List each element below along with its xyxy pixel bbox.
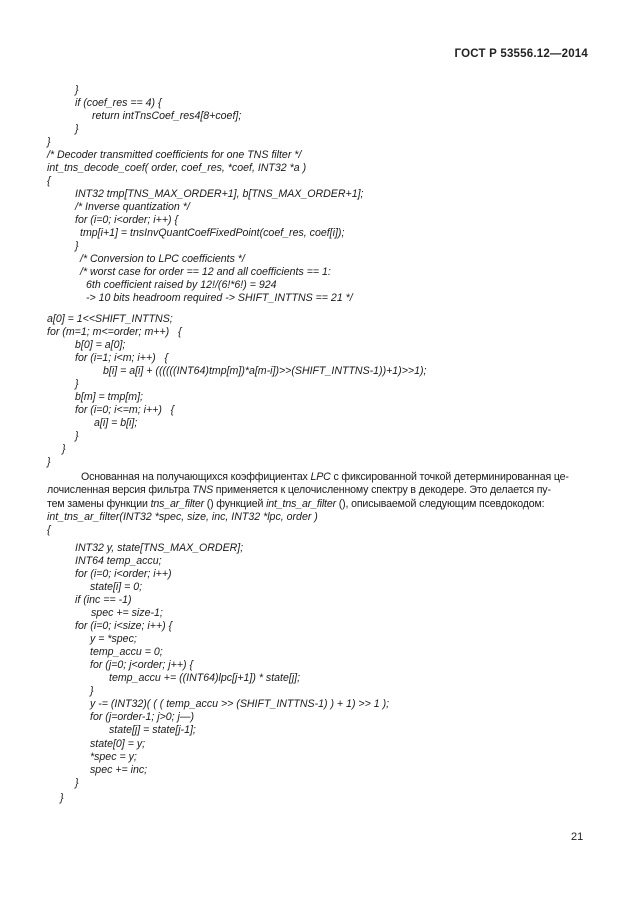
code-line: }: [60, 792, 64, 804]
code-line: spec += inc;: [90, 764, 148, 776]
paragraph-line: [47, 484, 587, 497]
code-line: *spec = y;: [90, 751, 137, 763]
term-lpc: LPC: [310, 471, 331, 483]
code-line: }: [75, 240, 79, 252]
code-line: INT32 tmp[TNS_MAX_ORDER+1], b[TNS_MAX_ORDER+1];: [75, 188, 364, 200]
code-line: state[j] = state[j-1];: [109, 724, 196, 736]
code-line: b[m] = tmp[m];: [75, 391, 143, 403]
code-line: temp_accu = 0;: [90, 646, 163, 658]
code-line: state[0] = y;: [90, 738, 146, 750]
text: тем замены функции: [47, 497, 151, 510]
code-line: }: [75, 123, 79, 135]
code-line: {: [47, 175, 51, 187]
code-line: }: [75, 777, 79, 789]
code-line: b[0] = a[0];: [75, 339, 126, 351]
code-line: temp_accu += ((INT64)lpc[j+1]) * state[j];: [109, 672, 301, 684]
code-line: /* Conversion to LPC coefficients */: [80, 253, 245, 265]
text: (), описываемой следующим псевдокодом:: [335, 497, 545, 510]
code-line: a[0] = 1<<SHIFT_INTTNS;: [47, 313, 173, 325]
text: лочисленная версия фильтра: [47, 484, 193, 497]
code-line: int_tns_ar_filter(INT32 *spec, size, inc, INT32 *lpc, order ): [47, 511, 318, 523]
code-line: a[i] = b[i];: [94, 417, 138, 429]
code-line: INT64 temp_accu;: [75, 555, 162, 567]
code-line: tmp[i+1] = tnsInvQuantCoefFixedPoint(coef_res, coef[i]);: [80, 227, 345, 239]
code-line: }: [75, 430, 79, 442]
document-header-standard-id: ГОСТ Р 53556.12—2014: [454, 48, 588, 60]
code-line: for (i=0; i<order; i++): [75, 568, 172, 580]
code-line: y -= (INT32)( ( ( temp_accu >> (SHIFT_INTTNS-1) ) + 1) >> 1 );: [90, 698, 390, 710]
code-line: b[i] = a[i] + ((((((INT64)tmp[m])*a[m-i])>>(SHIFT_INTTNS-1))+1)>>1);: [103, 365, 427, 377]
code-line: }: [75, 378, 79, 390]
code-line: }: [47, 456, 51, 468]
code-line: for (j=0; j<order; j++) {: [90, 659, 194, 671]
text: () функцией: [203, 497, 267, 510]
paragraph-line: [47, 498, 587, 511]
code-line: }: [47, 136, 51, 148]
paragraph-line: [47, 471, 587, 484]
text: Основанная на получающихся коэффициентах: [81, 471, 311, 483]
code-line: for (i=0; i<=m; i++) {: [75, 404, 175, 416]
function-name: int_tns_ar_filter: [266, 497, 336, 510]
code-line: for (i=0; i<order; i++) {: [75, 214, 179, 226]
code-line: INT32 y, state[TNS_MAX_ORDER];: [75, 542, 244, 554]
text: применяется к целочисленному спектру в декодере. Это делается пу-: [213, 484, 551, 497]
text: с фиксированной точкой детерминированная це-: [330, 471, 569, 483]
code-line: state[i] = 0;: [90, 581, 143, 593]
code-line: }: [62, 443, 66, 455]
code-line: /* worst case for order == 12 and all coefficients == 1:: [80, 266, 331, 278]
code-line: {: [47, 524, 51, 536]
code-line: for (m=1; m<=order; m++) {: [47, 326, 182, 338]
code-line: }: [75, 84, 79, 96]
page-number: 21: [571, 831, 584, 843]
code-line: -> 10 bits headroom required -> SHIFT_INTTNS == 21 */: [86, 292, 353, 304]
code-line: spec += size-1;: [91, 607, 163, 619]
code-line: }: [90, 685, 94, 697]
code-line: return intTnsCoef_res4[8+coef];: [92, 110, 242, 122]
code-line: for (i=0; i<size; i++) {: [75, 620, 173, 632]
code-line: /* Inverse quantization */: [75, 201, 190, 213]
body-paragraph: [47, 471, 587, 511]
code-line: y = *spec;: [90, 633, 137, 645]
code-line: if (coef_res == 4) {: [75, 97, 162, 109]
code-line: for (i=1; i<m; i++) {: [75, 352, 169, 364]
code-line: /* Decoder transmitted coefficients for one TNS filter */: [47, 149, 302, 161]
code-line: if (inc == -1): [75, 594, 132, 606]
term-tns: TNS: [192, 484, 214, 497]
code-line: for (j=order-1; j>0; j—): [90, 711, 195, 723]
code-line: 6th coefficient raised by 12!/(6!*6!) = 924: [86, 279, 277, 291]
code-line: int_tns_decode_coef( order, coef_res, *coef, INT32 *a ): [47, 162, 307, 174]
function-name: tns_ar_filter: [150, 497, 204, 510]
